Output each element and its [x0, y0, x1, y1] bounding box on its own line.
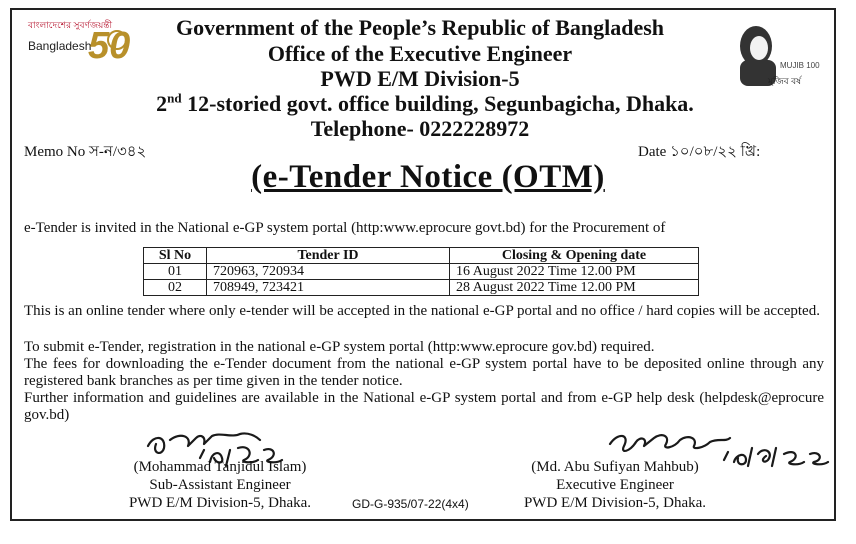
paragraph-further-info: Further information and guidelines are available in the National e-GP system portal and from e-GP help desk (helpdesk@eprocure gov.bd)	[24, 390, 824, 423]
table-header-row	[144, 248, 699, 264]
signatory-right-designation: Executive Engineer	[556, 477, 674, 493]
signatory-right-name: (Md. Abu Sufiyan Mahbub)	[531, 459, 699, 475]
header-government: Government of the People’s Republic of Bangladesh	[175, 15, 665, 40]
paragraph-fees: The fees for downloading the e-Tender document from the national e-GP system portal have to be deposited online through any registered bank branches as per time given in the tender notice.	[24, 356, 824, 389]
tender-table	[143, 247, 699, 296]
paragraph-online-tender: This is an online tender where only e-tender will be accepted in the national e-GP portal and no office / hard copies will be accepted.	[24, 303, 820, 319]
address-text: 12-storied govt. office building, Segunbagicha, Dhaka.	[181, 91, 694, 116]
address-ordinal-suffix: nd	[167, 90, 182, 106]
signatory-right	[495, 458, 735, 512]
cell-closing-date: 16 August 2022 Time 12.00 PM	[450, 264, 699, 280]
column-header-sl: Sl No	[144, 248, 207, 264]
date-value: ১০/০৮/২২ খ্রি:	[670, 144, 761, 160]
mujib-100-logo	[726, 18, 822, 92]
signatory-left	[100, 458, 340, 512]
date-label: Date	[638, 144, 667, 160]
signatory-left-designation: Sub-Assistant Engineer	[149, 477, 291, 493]
intro-text: e-Tender is invited in the National e-GP system portal (http:www.eprocure govt.bd) for the Procurement of	[24, 220, 666, 236]
cell-sl: 01	[144, 264, 207, 280]
address-ordinal: 2	[156, 91, 168, 116]
header-address	[100, 91, 750, 116]
table-row	[144, 264, 699, 280]
cell-closing-date: 28 August 2022 Time 12.00 PM	[450, 280, 699, 296]
notice-title: (e-Tender Notice (OTM)	[251, 159, 605, 195]
logo-bangla-text: বাংলাদেশের সুবর্ণজয়ন্তী	[28, 20, 113, 30]
header-telephone: Telephone- 0222228972	[310, 116, 530, 141]
reference-code: GD-G-935/07-22(4x4)	[352, 497, 469, 511]
cell-sl: 02	[144, 280, 207, 296]
header-office: Office of the Executive Engineer	[267, 41, 573, 66]
logo-number: 50	[88, 25, 131, 67]
signatory-left-office: PWD E/M Division-5, Dhaka.	[128, 495, 312, 511]
signatory-left-name: (Mohammad Tanjidul Islam)	[133, 459, 307, 475]
memo-label: Memo No	[24, 144, 86, 160]
cell-tender-id: 720963, 720934	[207, 264, 450, 280]
column-header-closing-date: Closing & Opening date	[450, 248, 699, 264]
column-header-tender-id: Tender ID	[207, 248, 450, 264]
header-division: PWD E/M Division-5	[320, 66, 520, 91]
signatory-right-office: PWD E/M Division-5, Dhaka.	[523, 495, 707, 511]
cell-tender-id: 708949, 723421	[207, 280, 450, 296]
bangladesh-50-logo	[22, 14, 132, 70]
logo-label: Bangladesh	[28, 39, 92, 53]
memo-value: স-ন/৩৪২	[89, 144, 147, 160]
mujib-label: MUJIB 100	[780, 61, 820, 70]
paragraph-registration: To submit e-Tender, registration in the national e-GP system portal (http:www.eprocure gov.bd) required.	[24, 339, 655, 355]
table-row	[144, 280, 699, 296]
mujib-bangla-text: মুজিব বর্ষ	[768, 76, 802, 86]
